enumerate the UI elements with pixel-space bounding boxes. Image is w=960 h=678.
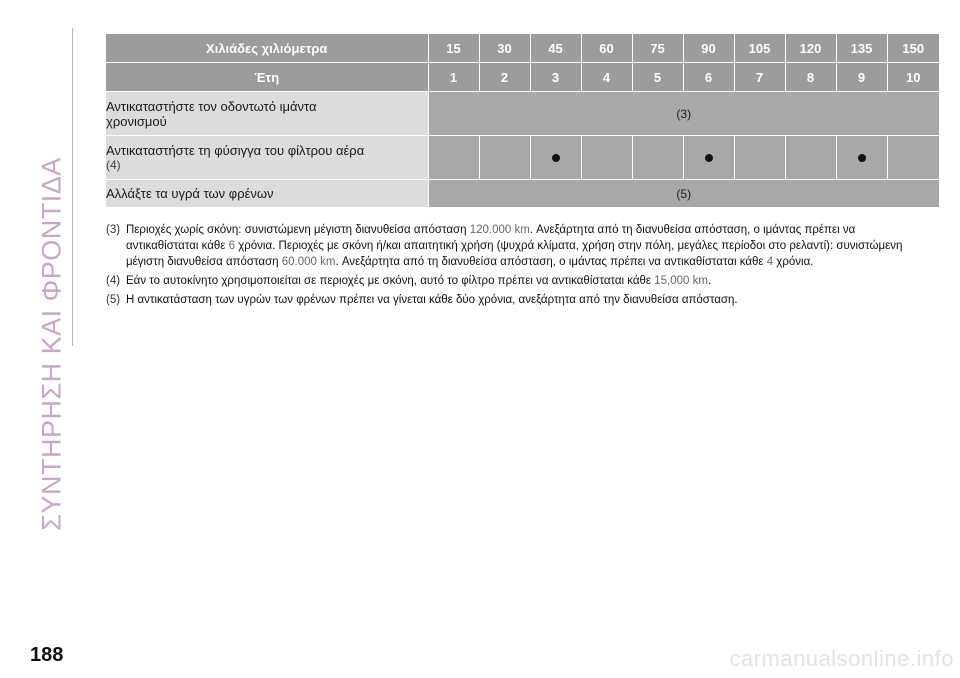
footnote-text: Περιοχές χωρίς σκόνη: συνιστώμενη μέγιστη διανυθείσα απόσταση bbox=[126, 224, 470, 236]
km-cell: 120 bbox=[785, 34, 836, 63]
footnote-5 bbox=[106, 292, 906, 308]
footnote-ref: (3) bbox=[106, 224, 121, 236]
service-dot-icon bbox=[858, 154, 866, 162]
air-filter-note-ref: (4) bbox=[106, 157, 121, 172]
year-cell: 6 bbox=[683, 63, 734, 92]
row-brake-fluid bbox=[106, 180, 939, 208]
brake-fluid-label: Αλλάξτε τα υγρά των φρένων bbox=[106, 180, 428, 208]
maintenance-schedule-table bbox=[106, 34, 939, 208]
footnote-text: χρόνια. Περιοχές με σκόνη ή/και απαιτητική χρήση (ψυχρά κλίματα, χρήση στην πόλη, μεγάλες περίοδοι στο ρελαντί): συνιστώμενη μέγιστη διανυθείσα απόσταση bbox=[126, 240, 903, 268]
footnote-ref: (4) bbox=[106, 275, 121, 287]
timing-belt-note-ref: (3) bbox=[428, 92, 939, 136]
header-years-label: Έτη bbox=[106, 63, 428, 92]
service-dot-icon bbox=[705, 154, 713, 162]
footnote-ref: (5) bbox=[106, 294, 121, 306]
km-cell: 15 bbox=[428, 34, 479, 63]
service-dot-icon bbox=[552, 154, 560, 162]
footnote-text: . bbox=[707, 275, 712, 287]
footnote-value: 6 bbox=[228, 240, 235, 252]
page-number: 188 bbox=[30, 644, 64, 666]
air-filter-label bbox=[106, 136, 428, 180]
footnote-text: Εάν το αυτοκίνητο χρησιμοποιείται σε περιοχές με σκόνη, αυτό το φίλτρο πρέπει να αντικαθίσταται κάθε bbox=[126, 275, 655, 287]
air-filter-cell bbox=[530, 136, 581, 180]
row-air-filter bbox=[106, 136, 939, 180]
air-filter-cell bbox=[734, 136, 785, 180]
air-filter-cell bbox=[887, 136, 939, 180]
footnotes bbox=[106, 222, 906, 311]
footnote-value: 60.000 km bbox=[281, 256, 336, 268]
timing-belt-label bbox=[106, 92, 428, 136]
timing-belt-label-line2: χρονισμού bbox=[106, 113, 167, 129]
air-filter-cell bbox=[683, 136, 734, 180]
footnote-4 bbox=[106, 273, 906, 289]
timing-belt-label-line1: Αντικαταστήστε τον οδοντωτό ιμάντα bbox=[106, 98, 317, 114]
header-km-label: Χιλιάδες χιλιόμετρα bbox=[106, 34, 428, 63]
footnote-text: Η αντικατάσταση των υγρών των φρένων πρέπει να γίνεται κάθε δύο χρόνια, ανεξάρτητα από την διανυθείσα απόσταση. bbox=[126, 294, 738, 306]
year-cell: 8 bbox=[785, 63, 836, 92]
km-cell: 60 bbox=[581, 34, 632, 63]
km-cell: 105 bbox=[734, 34, 785, 63]
year-cell: 5 bbox=[632, 63, 683, 92]
footnote-text: . Ανεξάρτητα από τη διανυθείσα απόσταση, ο ιμάντας πρέπει να αντικαθίσταται κάθε bbox=[126, 224, 856, 252]
brake-fluid-note-ref: (5) bbox=[428, 180, 939, 208]
watermark: carmanualsonline.info bbox=[729, 646, 954, 671]
footnote-3 bbox=[106, 222, 906, 270]
air-filter-cell bbox=[428, 136, 479, 180]
year-cell: 10 bbox=[887, 63, 939, 92]
year-cell: 2 bbox=[479, 63, 530, 92]
row-timing-belt bbox=[106, 92, 939, 136]
side-divider bbox=[72, 28, 73, 346]
year-cell: 9 bbox=[836, 63, 887, 92]
year-cell: 7 bbox=[734, 63, 785, 92]
footnote-text: . Ανεξάρτητα από τη διανυθείσα απόσταση, ο ιμάντας πρέπει να αντικαθίσταται κάθε bbox=[335, 256, 767, 268]
km-cell: 135 bbox=[836, 34, 887, 63]
footnote-value: 4 bbox=[766, 256, 774, 268]
air-filter-cell bbox=[632, 136, 683, 180]
km-cell: 75 bbox=[632, 34, 683, 63]
km-cell: 45 bbox=[530, 34, 581, 63]
year-cell: 3 bbox=[530, 63, 581, 92]
air-filter-cell bbox=[479, 136, 530, 180]
year-cell: 4 bbox=[581, 63, 632, 92]
section-side-title-text: ΣΥΝΤΗΡΗΣΗ ΚΑΙ ΦΡΟΝΤΙΔΑ bbox=[36, 157, 67, 531]
air-filter-label-text: Αντικαταστήστε τη φύσιγγα του φίλτρου αέρα bbox=[106, 142, 365, 158]
header-row-years bbox=[106, 63, 939, 92]
km-cell: 90 bbox=[683, 34, 734, 63]
footnote-value: 15,000 km bbox=[654, 275, 708, 287]
km-cell: 30 bbox=[479, 34, 530, 63]
km-cell: 150 bbox=[887, 34, 939, 63]
air-filter-cell bbox=[785, 136, 836, 180]
air-filter-cell bbox=[836, 136, 887, 180]
footnote-text: χρόνια. bbox=[773, 256, 814, 268]
year-cell: 1 bbox=[428, 63, 479, 92]
header-row-km bbox=[106, 34, 939, 63]
footnote-value: 120.000 km bbox=[469, 224, 530, 236]
air-filter-cell bbox=[581, 136, 632, 180]
